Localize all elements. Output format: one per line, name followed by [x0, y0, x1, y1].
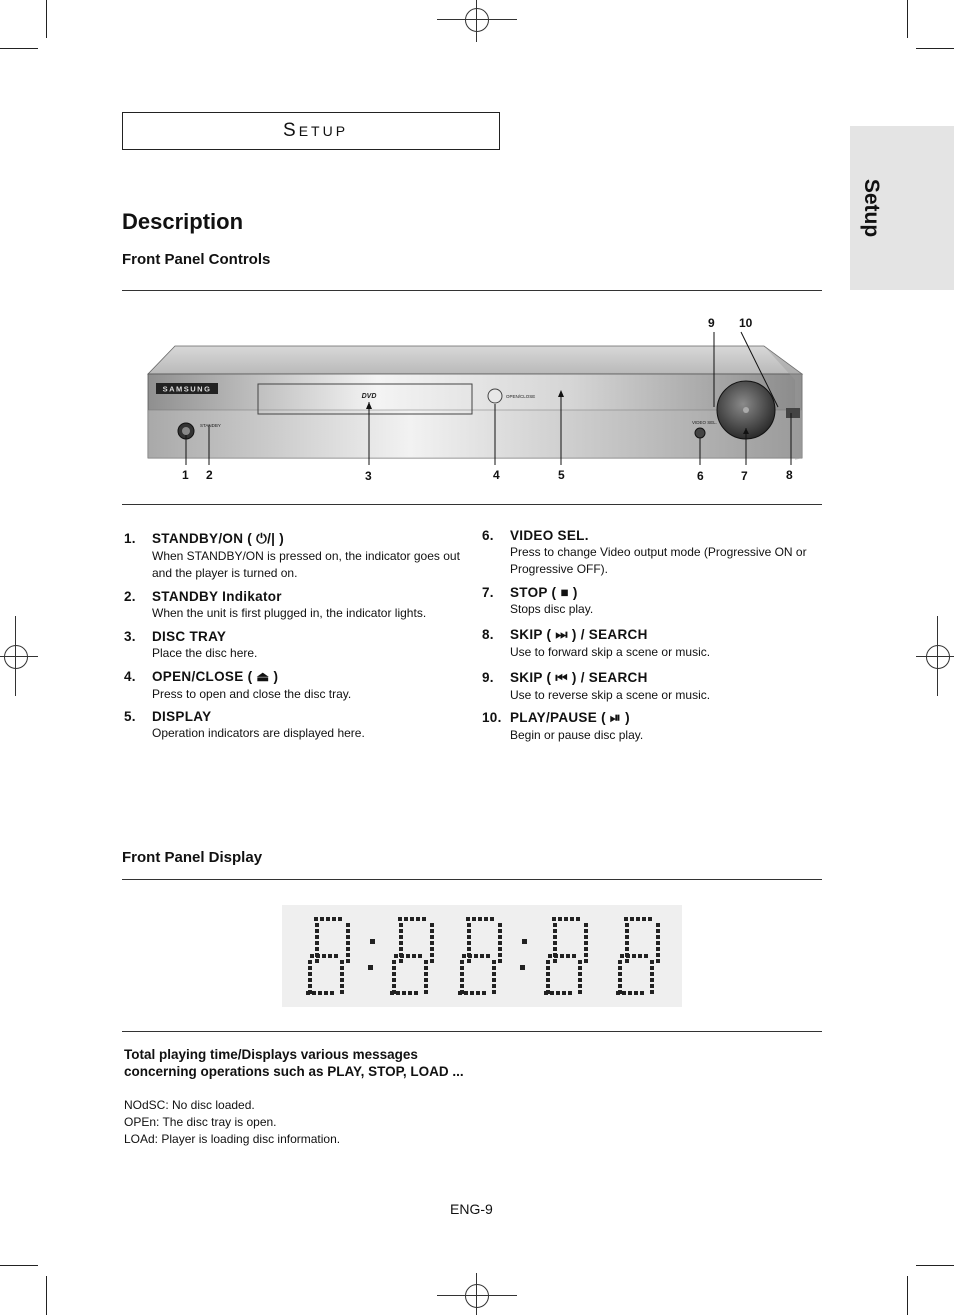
- segment: [462, 954, 466, 958]
- item-number: 3.: [124, 629, 136, 644]
- segment: [492, 978, 496, 982]
- segment: [392, 972, 396, 976]
- segment: [656, 935, 660, 939]
- crop-mark: [907, 1276, 908, 1315]
- item-number: 10.: [482, 710, 502, 725]
- segment: [546, 978, 550, 982]
- segment: [424, 984, 428, 988]
- segment: [430, 929, 434, 933]
- segment: [394, 954, 398, 958]
- colon-dot: [368, 965, 373, 970]
- segment: [460, 984, 464, 988]
- segment: [550, 991, 554, 995]
- segment: [472, 917, 476, 921]
- segment: [625, 923, 629, 927]
- segment: [424, 990, 428, 994]
- segment: [484, 917, 488, 921]
- segment: [584, 935, 588, 939]
- callout-number: 2: [206, 468, 213, 482]
- segment: [467, 929, 471, 933]
- item-title: VIDEO SEL.: [510, 528, 589, 543]
- segment: [618, 984, 622, 988]
- item-description: Press to change Video output mode (Progressive ON or Progressive OFF).: [510, 545, 807, 576]
- colon-dot: [522, 939, 527, 944]
- item-title: OPEN/CLOSE ( ⏏ ): [152, 669, 279, 684]
- segment: [340, 960, 344, 964]
- segment: [399, 923, 403, 927]
- segment: [398, 917, 402, 921]
- segment: [480, 954, 484, 958]
- segment: [656, 929, 660, 933]
- segment: [498, 947, 502, 951]
- callout-number: 8: [786, 468, 793, 482]
- segment: [467, 935, 471, 939]
- list-item: [124, 669, 469, 703]
- crop-mark: [916, 48, 954, 49]
- callout-number: 3: [365, 469, 372, 483]
- item-title: STOP ( ■ ): [510, 585, 578, 600]
- segment: [576, 917, 580, 921]
- section-initial: S: [283, 120, 299, 141]
- page-number: ENG-9: [450, 1201, 493, 1217]
- segment: [467, 923, 471, 927]
- registration-mark: [476, 1273, 477, 1315]
- item-description: When the unit is first plugged in, the indicator lights.: [152, 606, 427, 620]
- crop-mark: [46, 1276, 47, 1315]
- segment: [656, 953, 660, 957]
- item-number: 6.: [482, 528, 494, 543]
- segment: [564, 917, 568, 921]
- callout-number: 4: [493, 468, 500, 482]
- segment: [553, 953, 557, 957]
- item-title: STANDBY Indikator: [152, 589, 282, 604]
- segment: [315, 929, 319, 933]
- segment: [553, 941, 557, 945]
- section-rest: ETUP: [298, 123, 349, 139]
- segment: [618, 966, 622, 970]
- display-info-line: LOAd: Player is loading disc information.: [124, 1132, 341, 1146]
- segment: [578, 978, 582, 982]
- segment: [416, 917, 420, 921]
- segment: [620, 954, 624, 958]
- segment: [424, 978, 428, 982]
- segment: [430, 923, 434, 927]
- list-item: [482, 670, 822, 704]
- segment: [346, 935, 350, 939]
- section-header-label: [283, 120, 348, 142]
- open-close-label: OPEN/CLOSE: [506, 394, 536, 399]
- segment: [618, 972, 622, 976]
- segment: [308, 972, 312, 976]
- segment: [314, 917, 318, 921]
- segment: [570, 917, 574, 921]
- segment: [656, 941, 660, 945]
- item-description: Use to reverse skip a scene or music.: [510, 688, 711, 702]
- segment: [492, 960, 496, 964]
- colon-dot: [520, 965, 525, 970]
- seven-segment-display: [282, 905, 682, 1007]
- segment: [572, 954, 576, 958]
- list-item: [124, 531, 469, 582]
- front-controls-heading: Front Panel Controls: [122, 251, 271, 268]
- display-info-line: OPEn: The disc tray is open.: [124, 1115, 277, 1129]
- segment: [625, 947, 629, 951]
- segment: [492, 966, 496, 970]
- segment: [638, 954, 642, 958]
- item-title: DISC TRAY: [152, 629, 227, 644]
- divider: [122, 290, 822, 291]
- segment: [625, 941, 629, 945]
- item-number: 9.: [482, 670, 494, 685]
- segment: [553, 929, 557, 933]
- segment: [408, 991, 412, 995]
- registration-mark: [476, 0, 477, 42]
- front-panel-display: [282, 905, 682, 1007]
- segment: [346, 929, 350, 933]
- segment: [482, 991, 486, 995]
- segment: [310, 954, 314, 958]
- segment: [315, 935, 319, 939]
- divider: [122, 879, 822, 880]
- segment: [584, 941, 588, 945]
- segment: [392, 984, 396, 988]
- segment: [630, 917, 634, 921]
- side-tab-label: Setup: [860, 178, 883, 238]
- segment: [467, 959, 471, 963]
- segment: [486, 954, 490, 958]
- item-number: 4.: [124, 669, 136, 684]
- segment: [422, 917, 426, 921]
- segment: [308, 984, 312, 988]
- callout-number: 7: [741, 469, 748, 483]
- segment: [498, 935, 502, 939]
- item-description: Place the disc here.: [152, 646, 258, 660]
- segment: [308, 990, 312, 994]
- item-title: SKIP ( ⏮ ) / SEARCH: [510, 670, 648, 685]
- display-info-line: NOdSC: No disc loaded.: [124, 1098, 255, 1112]
- item-description: Use to forward skip a scene or music.: [510, 645, 711, 659]
- standby-label: STANDBY: [200, 423, 221, 428]
- segment: [640, 991, 644, 995]
- segment: [460, 960, 464, 964]
- segment: [562, 991, 566, 995]
- segment: [467, 953, 471, 957]
- segment: [332, 917, 336, 921]
- segment: [315, 947, 319, 951]
- item-title: STANDBY/ON ( ⏻/| ): [152, 531, 285, 546]
- segment: [553, 935, 557, 939]
- segment: [430, 947, 434, 951]
- list-item: [482, 710, 822, 744]
- page-title: Description: [122, 209, 244, 234]
- segment: [340, 984, 344, 988]
- segment: [490, 917, 494, 921]
- segment: [430, 953, 434, 957]
- segment: [315, 953, 319, 957]
- front-display-heading: Front Panel Display: [122, 849, 263, 866]
- crop-mark: [0, 48, 38, 49]
- video-sel-label: VIDEO SEL.: [692, 420, 718, 425]
- segment: [556, 991, 560, 995]
- segment: [340, 990, 344, 994]
- segment: [460, 990, 464, 994]
- segment: [618, 978, 622, 982]
- segment: [404, 917, 408, 921]
- registration-mark: [937, 616, 938, 696]
- list-item: [124, 629, 469, 662]
- segment: [410, 917, 414, 921]
- segment: [346, 923, 350, 927]
- segment: [340, 966, 344, 970]
- registration-mark: [926, 645, 950, 669]
- segment: [498, 929, 502, 933]
- dvd-player-illustration: [140, 310, 820, 490]
- segment: [315, 959, 319, 963]
- segment: [392, 966, 396, 970]
- item-description: When STANDBY/ON is pressed on, the indicator goes out and the player is turned on.: [152, 549, 460, 580]
- segment: [424, 960, 428, 964]
- segment: [492, 990, 496, 994]
- segment: [399, 929, 403, 933]
- segment: [553, 947, 557, 951]
- segment: [460, 978, 464, 982]
- segment: [474, 954, 478, 958]
- segment: [392, 960, 396, 964]
- brand-logo: SAMSUNG: [162, 384, 212, 394]
- segment: [656, 959, 660, 963]
- segment: [326, 917, 330, 921]
- segment: [460, 972, 464, 976]
- segment: [498, 941, 502, 945]
- registration-mark: [4, 645, 28, 669]
- item-description: Operation indicators are displayed here.: [152, 726, 365, 740]
- callout-number: 1: [182, 468, 189, 482]
- segment: [424, 972, 428, 976]
- segment: [584, 923, 588, 927]
- segment: [618, 960, 622, 964]
- callout-number: 10: [739, 316, 753, 330]
- segment: [308, 978, 312, 982]
- segment: [546, 972, 550, 976]
- list-item: [124, 709, 469, 742]
- dvd-logo: DVD: [361, 393, 377, 400]
- segment: [399, 935, 403, 939]
- segment: [644, 954, 648, 958]
- segment: [552, 917, 556, 921]
- segment: [308, 960, 312, 964]
- crop-mark: [916, 1265, 954, 1266]
- item-description: Stops disc play.: [510, 602, 594, 616]
- segment: [346, 947, 350, 951]
- callout-number: 6: [697, 469, 704, 483]
- segment: [402, 991, 406, 995]
- segment: [312, 991, 316, 995]
- crop-mark: [907, 0, 908, 38]
- segment: [412, 954, 416, 958]
- segment: [318, 991, 322, 995]
- segment: [632, 954, 636, 958]
- registration-mark: [15, 616, 16, 696]
- segment: [308, 966, 312, 970]
- segment: [584, 953, 588, 957]
- segment: [406, 954, 410, 958]
- registration-mark: [465, 8, 489, 32]
- registration-mark: [0, 656, 38, 657]
- callout-number: 9: [708, 316, 715, 330]
- segment: [558, 917, 562, 921]
- segment: [346, 959, 350, 963]
- segment: [470, 991, 474, 995]
- segment: [328, 954, 332, 958]
- segment: [548, 954, 552, 958]
- segment: [650, 960, 654, 964]
- item-description: Press to open and close the disc tray.: [152, 687, 352, 701]
- crop-mark: [46, 0, 47, 38]
- segment: [650, 972, 654, 976]
- segment: [396, 991, 400, 995]
- callout-number: 5: [558, 468, 565, 482]
- segment: [399, 947, 403, 951]
- segment: [340, 978, 344, 982]
- segment: [324, 991, 328, 995]
- item-title: PLAY/PAUSE ( ⏯ ): [510, 710, 630, 725]
- segment: [578, 972, 582, 976]
- segment: [628, 991, 632, 995]
- segment: [568, 991, 572, 995]
- segment: [418, 954, 422, 958]
- segment: [560, 954, 564, 958]
- segment: [464, 991, 468, 995]
- segment: [546, 990, 550, 994]
- segment: [430, 959, 434, 963]
- segment: [625, 959, 629, 963]
- segment: [625, 929, 629, 933]
- item-title: SKIP ( ⏭ ) / SEARCH: [510, 627, 648, 642]
- segment: [578, 966, 582, 970]
- item-title: DISPLAY: [152, 709, 212, 724]
- display-info-title: Total playing time/Displays various messages concerning operations such as PLAY, STOP, LOAD ...: [124, 1047, 464, 1079]
- segment: [399, 959, 403, 963]
- segment: [546, 960, 550, 964]
- registration-mark: [465, 1284, 489, 1308]
- segment: [618, 990, 622, 994]
- segment: [467, 941, 471, 945]
- segment: [346, 941, 350, 945]
- item-number: 8.: [482, 627, 494, 642]
- segment: [498, 959, 502, 963]
- segment: [424, 966, 428, 970]
- segment: [634, 991, 638, 995]
- segment: [340, 972, 344, 976]
- segment: [656, 947, 660, 951]
- segment: [648, 917, 652, 921]
- segment: [553, 959, 557, 963]
- segment: [466, 917, 470, 921]
- segment: [399, 941, 403, 945]
- segment: [315, 941, 319, 945]
- segment: [553, 923, 557, 927]
- list-item: [482, 627, 822, 661]
- segment: [498, 953, 502, 957]
- segment: [625, 935, 629, 939]
- divider: [122, 1031, 822, 1032]
- segment: [430, 935, 434, 939]
- segment: [498, 923, 502, 927]
- segment: [476, 991, 480, 995]
- segment: [578, 990, 582, 994]
- segment: [584, 959, 588, 963]
- segment: [624, 917, 628, 921]
- segment: [566, 954, 570, 958]
- segment: [622, 991, 626, 995]
- segment: [392, 978, 396, 982]
- item-number: 5.: [124, 709, 136, 724]
- segment: [636, 917, 640, 921]
- segment: [584, 929, 588, 933]
- crop-mark: [0, 1265, 38, 1266]
- registration-mark: [437, 1295, 517, 1296]
- segment: [322, 954, 326, 958]
- segment: [492, 972, 496, 976]
- segment: [430, 941, 434, 945]
- item-number: 2.: [124, 589, 136, 604]
- segment: [492, 984, 496, 988]
- segment: [399, 953, 403, 957]
- segment: [334, 954, 338, 958]
- item-description: Begin or pause disc play.: [510, 728, 644, 742]
- item-number: 1.: [124, 531, 136, 546]
- segment: [330, 991, 334, 995]
- segment: [642, 917, 646, 921]
- segment: [650, 966, 654, 970]
- segment: [650, 984, 654, 988]
- segment: [584, 947, 588, 951]
- registration-mark: [437, 19, 517, 20]
- list-item: [124, 589, 469, 622]
- segment: [546, 984, 550, 988]
- segment: [656, 923, 660, 927]
- segment: [315, 923, 319, 927]
- segment: [546, 966, 550, 970]
- segment: [578, 960, 582, 964]
- registration-mark: [916, 656, 954, 657]
- divider: [122, 504, 822, 505]
- segment: [467, 947, 471, 951]
- item-number: 7.: [482, 585, 494, 600]
- segment: [414, 991, 418, 995]
- segment: [320, 917, 324, 921]
- segment: [346, 953, 350, 957]
- list-item: [482, 585, 822, 618]
- segment: [650, 990, 654, 994]
- segment: [578, 984, 582, 988]
- colon-dot: [370, 939, 375, 944]
- segment: [650, 978, 654, 982]
- segment: [478, 917, 482, 921]
- segment: [338, 917, 342, 921]
- segment: [460, 966, 464, 970]
- list-item: [482, 528, 822, 578]
- segment: [392, 990, 396, 994]
- segment: [625, 953, 629, 957]
